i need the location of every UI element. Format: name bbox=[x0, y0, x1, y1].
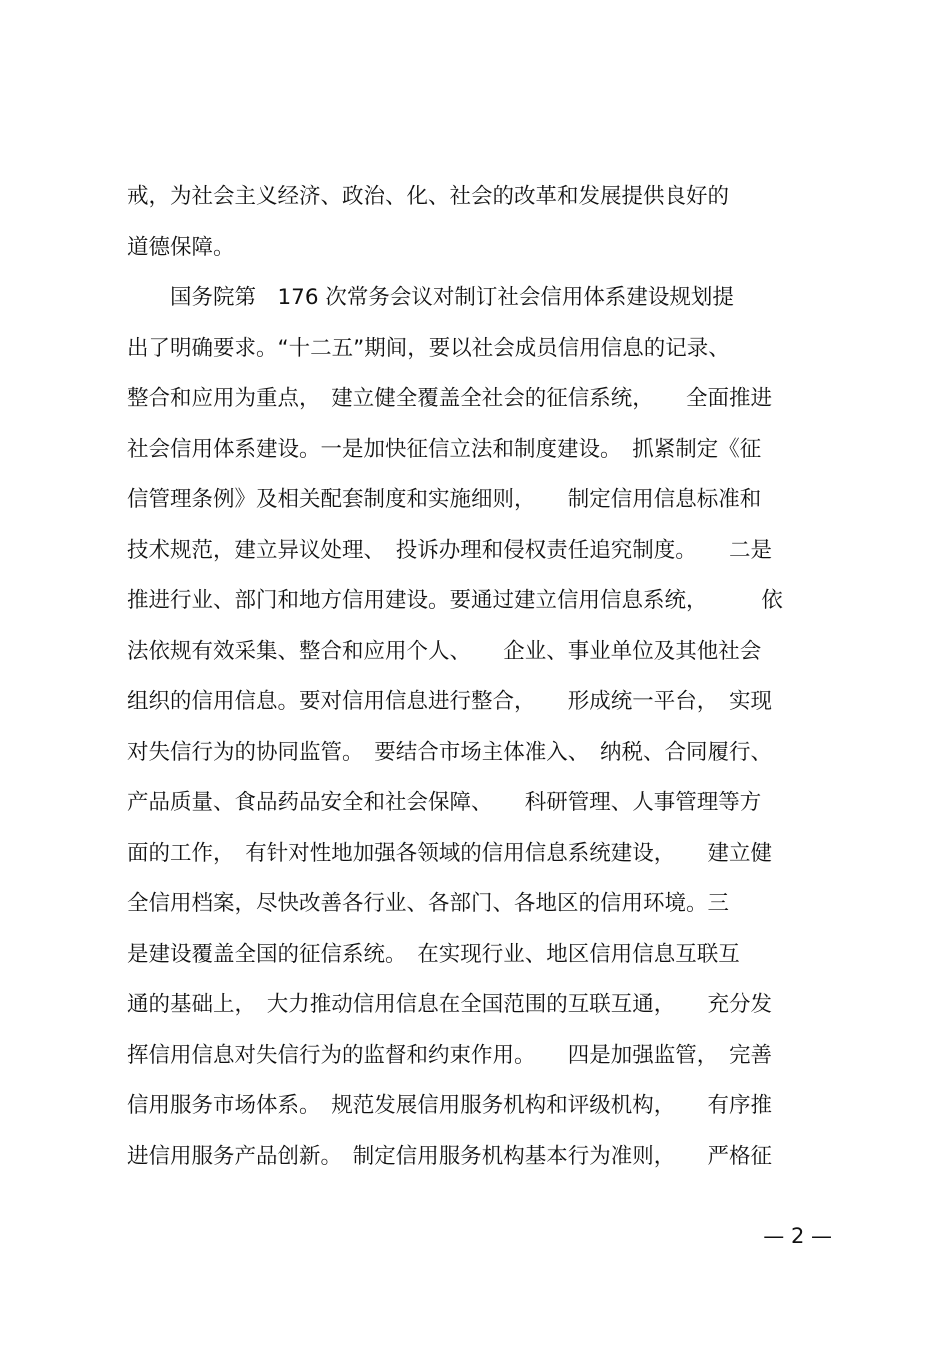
text-line: 信用服务市场体系。 规范发展信用服务机构和评级机构， 有序推 bbox=[127, 1093, 773, 1118]
text-line: 戒，为社会主义经济、政治、化、社会的改革和发展提供良好的 bbox=[127, 184, 730, 209]
text-line: 是建设覆盖全国的征信系统。 在实现行业、地区信用信息互联互 bbox=[127, 941, 740, 967]
text-line: 信管理条例》及相关配套制度和实施细则， 制定信用信息标准和 bbox=[127, 487, 762, 512]
text-line: 全信用档案，尽快改善各行业、各部门、各地区的信用环境。三 bbox=[127, 891, 730, 916]
text-line: 整合和应用为重点， 建立健全覆盖全社会的征信系统， 全面推进 bbox=[127, 386, 773, 411]
page-number: — 2 — bbox=[763, 1224, 832, 1248]
text-line: 挥信用信息对失信行为的监督和约束作用。 四是加强监管， 完善 bbox=[127, 1042, 773, 1068]
text-line: 法依规有效采集、整合和应用个人、 企业、事业单位及其他社会 bbox=[127, 638, 762, 664]
body-text bbox=[127, 172, 833, 1182]
text-line: 产品质量、食品药品安全和社会保障、 科研管理、人事管理等方 bbox=[127, 790, 762, 815]
text-line: 道德保障。 bbox=[127, 234, 235, 260]
text-line: 面的工作， 有针对性地加强各领域的信用信息系统建设， 建立健 bbox=[127, 840, 773, 866]
text-line: 出了明确要求。“十二五”期间，要以社会成员信用信息的记录、 bbox=[127, 335, 730, 361]
text-line: 进信用服务产品创新。 制定信用服务机构基本行为准则， 严格征 bbox=[127, 1143, 773, 1169]
text-line: 组织的信用信息。要对信用信息进行整合， 形成统一平台， 实现 bbox=[127, 689, 773, 714]
text-line: 技术规范，建立异议处理、 投诉办理和侵权责任追究制度。 二是 bbox=[127, 537, 773, 563]
text-line: 社会信用体系建设。一是加快征信立法和制度建设。 抓紧制定《征 bbox=[127, 436, 762, 462]
text-line: 对失信行为的协同监管。 要结合市场主体准入、 纳税、合同履行、 bbox=[127, 739, 773, 765]
text-line: 推进行业、部门和地方信用建设。要通过建立信用信息系统， 依 bbox=[127, 588, 783, 613]
text-line: 通的基础上， 大力推动信用信息在全国范围的互联互通， 充分发 bbox=[127, 992, 773, 1017]
paragraph-start-line: 国务院第 176 次常务会议对制订社会信用体系建设规划提 bbox=[127, 285, 734, 310]
